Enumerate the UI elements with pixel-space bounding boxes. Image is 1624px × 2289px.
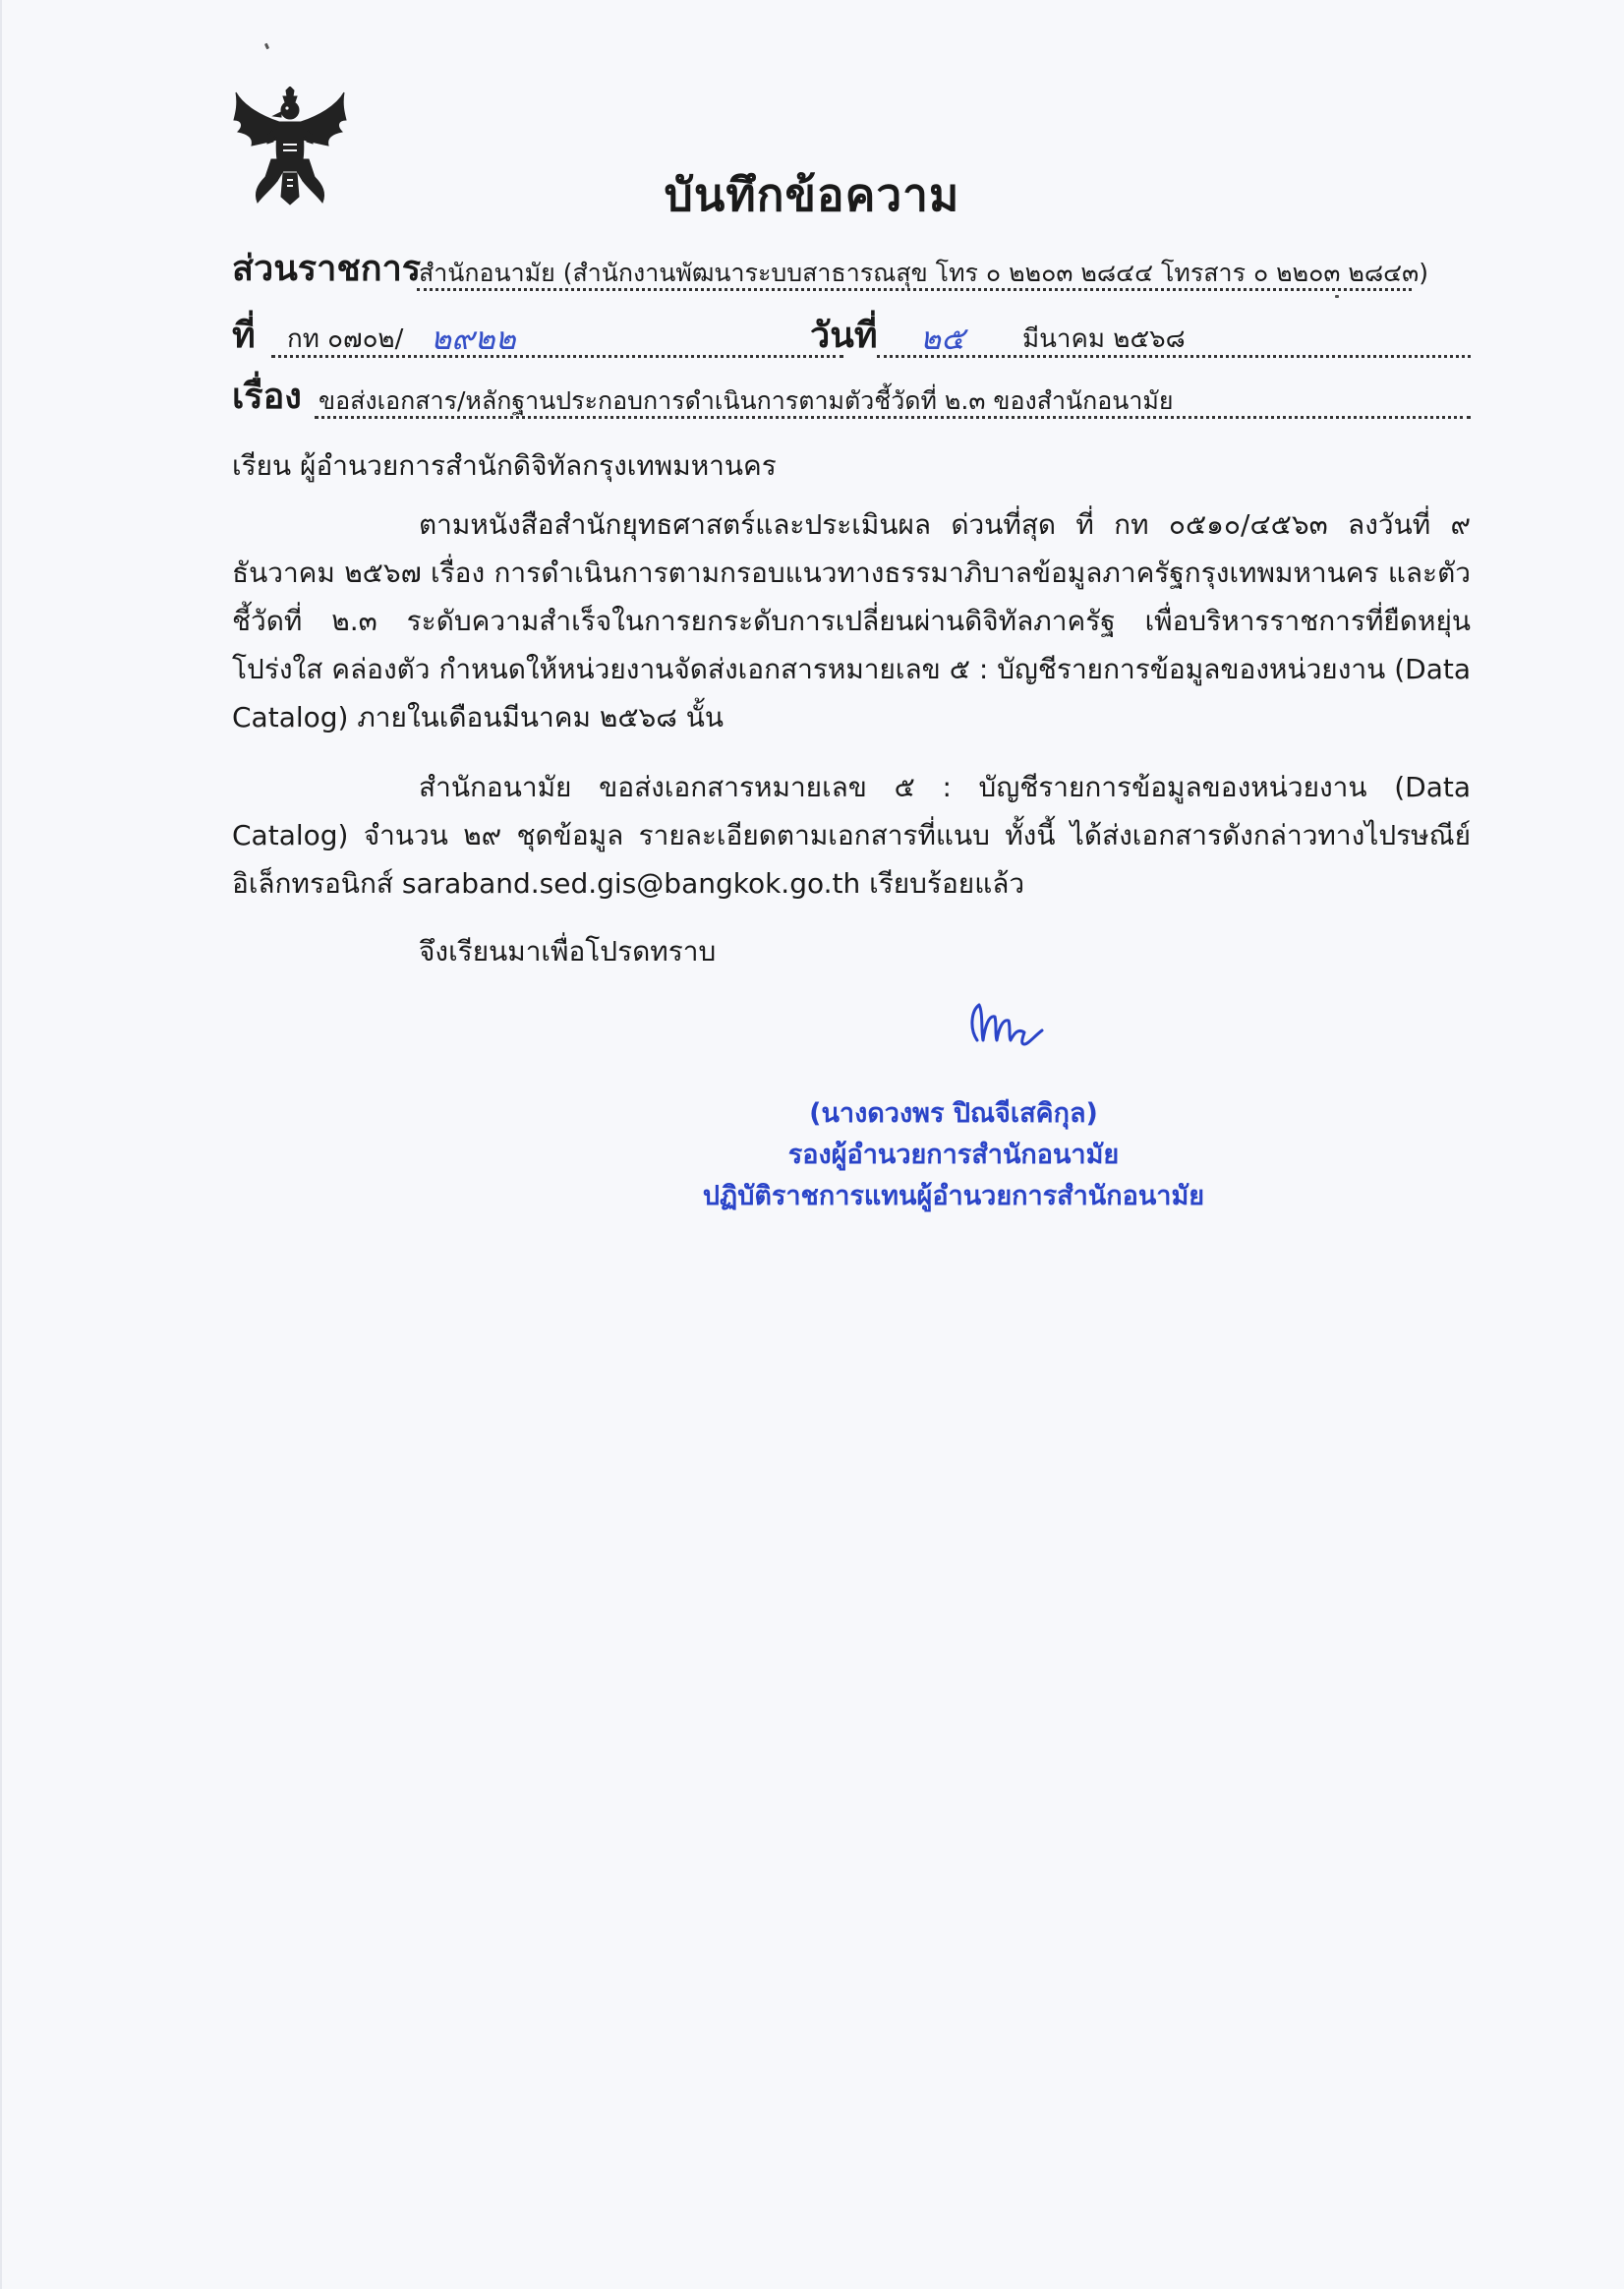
number-dotline <box>271 355 843 358</box>
paragraph-2: สำนักอนามัย ขอส่งเอกสารหมายเลข ๕ : บัญชีรายการข้อมูลของหน่วยงาน (Data Catalog) จำนวน ๒๙ ชุดข้อมูล รายละเอียดตามเอกสารที่แนบ ทั้งนี้ ได้ส่งเอกสารดังกล่าวทางไปรษณีย์อิเล็กทรอนิกส์ saraband.sed.gis@bangkok.go.th เรียบร้อยแล้ว <box>232 771 1471 900</box>
subject-value: ขอส่งเอกสาร/หลักฐานประกอบการดำเนินการตามตัวชี้วัดที่ ๒.๓ ของสำนักอนามัย <box>319 386 1174 415</box>
date-label: วันที่ <box>810 316 878 356</box>
number-value: กท ๐๗๐๒/ <box>287 324 404 354</box>
paragraph-1: ตามหนังสือสำนักยุทธศาสตร์และประเมินผล ด่วนที่สุด ที่ กท ๐๕๑๐/๔๕๖๓ ลงวันที่ ๙ ธันวาคม ๒๕๖๗ เรื่อง การดำเนินการตามกรอบแนวทางธรรมาภิบาลข้อมูลภาครัฐกรุงเทพมหานคร และตัวชี้วัดที่ ๒.๓ ระดับความสำเร็จในการยกระดับการเปลี่ยนผ่านดิจิทัลภาครัฐ เพื่อบริหารราชการที่ยืดหยุ่น โปร่งใส คล่องตัว กำหนดให้หน่วยงานจัดส่งเอกสารหมายเลข ๕ : บัญชีรายการข้อมูลของหน่วยงาน (Data Catalog) ภายในเดือนมีนาคม ๒๕๖๘ นั้น <box>232 508 1471 734</box>
scan-speck <box>1335 295 1339 298</box>
number-date-row <box>232 307 1471 362</box>
number-handwritten: ๒๙๒๒ <box>431 320 516 357</box>
signatory-name: (นางดวงพร ปิณจีเสคิกุล) <box>809 1098 1098 1129</box>
salutation: เรียน ผู้อำนวยการสำนักดิจิทัลกรุงเทพมหานคร <box>232 449 777 482</box>
agency-label: ส่วนราชการ <box>232 249 422 289</box>
agency-value: สำนักอนามัย (สำนักงานพัฒนาระบบสาธารณสุข โทร ๐ ๒๒๐๓ ๒๘๔๔ โทรสาร ๐ ๒๒๐๓ ๒๘๔๓) <box>419 259 1428 287</box>
number-label: ที่ <box>232 316 256 356</box>
agency-row <box>232 240 1480 295</box>
subject-dotline <box>315 416 1471 419</box>
signatory-position-1: รองผู้อำนวยการสำนักอนามัย <box>787 1140 1120 1170</box>
subject-label: เรื่อง <box>232 377 302 417</box>
date-handwritten: ๒๕ <box>920 320 965 357</box>
signatory-block <box>668 1093 1239 1217</box>
handwritten-signature-icon <box>963 991 1052 1052</box>
agency-dotline <box>417 288 1412 291</box>
date-value: มีนาคม ๒๕๖๘ <box>1022 324 1186 354</box>
closing-line: จึงเรียนมาเพื่อโปรดทราบ <box>419 935 717 968</box>
memo-title: บันทึกข้อความ <box>664 168 960 221</box>
date-dotline <box>877 355 1471 358</box>
subject-row <box>232 368 1471 423</box>
signatory-position-2: ปฏิบัติราชการแทนผู้อำนวยการสำนักอนามัย <box>702 1181 1205 1211</box>
